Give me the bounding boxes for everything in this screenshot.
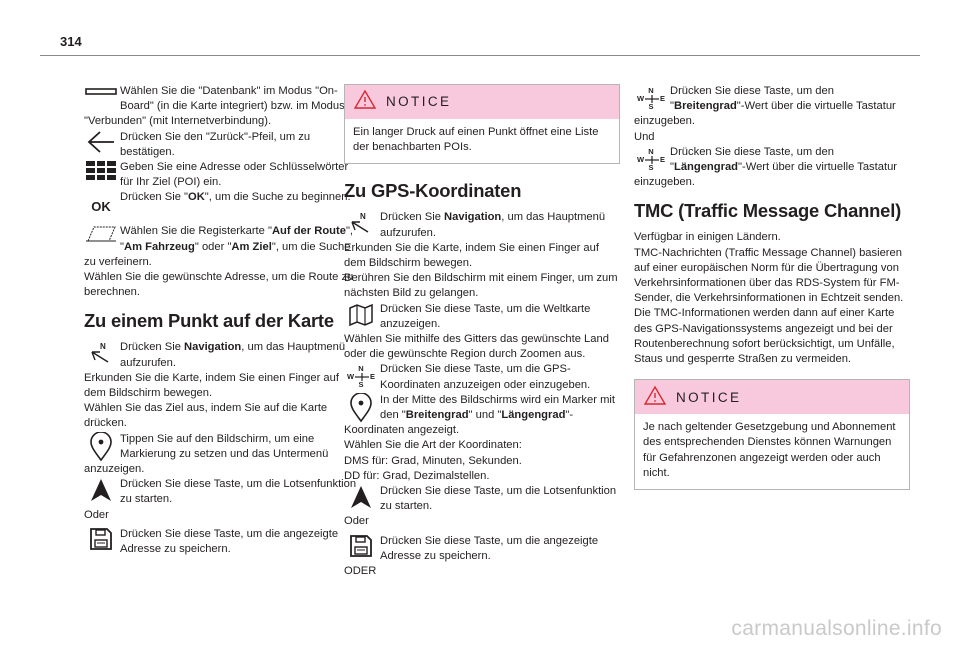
back-arrow-icon	[84, 130, 118, 160]
route-text: Wählen Sie die gewünschte Adresse, um die Route zu berechnen.	[84, 271, 354, 299]
section-heading-gps: Zu GPS-Koordinaten	[344, 180, 522, 202]
ok-step: OK Drücken Sie "OK", um die Suche zu beginnen.	[84, 190, 360, 205]
gps-nav-step: N Drücken Sie Navigation, um das Hauptmenü aufzurufen.	[344, 210, 620, 240]
keyboard-icon	[84, 160, 118, 188]
navigation-icon	[344, 210, 378, 240]
notice-title: NOTICE	[676, 389, 742, 405]
save-step: Drücken Sie diese Taste, um die angezeigte Adresse zu speichern.	[84, 527, 360, 557]
compass-latitude-icon: N W E S	[636, 86, 666, 111]
notice-box-1	[344, 84, 620, 164]
location-pin-icon	[344, 393, 378, 423]
tap-step: Tippen Sie auf den Bildschirm, um eine Markierung zu setzen und das Untermenü anzuzeigen.	[84, 432, 329, 476]
warning-triangle-icon	[354, 89, 376, 114]
select-text: Wählen Sie das Ziel aus, indem Sie auf die Karte drücken.	[84, 402, 328, 430]
notice-header	[635, 380, 909, 414]
column-3	[634, 84, 910, 498]
latitude-step: N W E S Drücken Sie diese Taste, um den "Breitengrad"-Wert über die virtuelle Tastatur einzugeben.	[634, 85, 896, 128]
avail-text: Verfügbar in einigen Ländern.	[634, 231, 781, 244]
notice-title: NOTICE	[386, 94, 452, 110]
gps-explore-text: Erkunden Sie die Karte, indem Sie einen Finger auf dem Bildschirm bewegen.	[344, 241, 599, 270]
section-heading-point: Zu einem Punkt auf der Karte	[84, 310, 334, 332]
database-bar-icon	[84, 84, 118, 100]
world-step: Drücken Sie diese Taste, um die Weltkarte anzuzeigen.	[344, 302, 620, 332]
watermark: carmanualsonline.info	[731, 617, 942, 640]
dd-text: DD für: Grad, Dezimalstellen.	[344, 469, 490, 482]
notice-text: Ein langer Druck auf einen Punkt öffnet eine Liste der benachbarten POIs.	[353, 126, 599, 154]
compass-longitude-icon: N W E S	[636, 146, 666, 172]
notice-box-2	[634, 379, 910, 490]
gps-save-step: Drücken Sie diese Taste, um die angezeigte Adresse zu speichern.	[344, 534, 620, 564]
column-1	[84, 84, 360, 557]
db-step: Wählen Sie die "Datenbank" im Modus "On-Board" (in die Karte integriert) bzw. im Modus "Verbunden" (mit Internetverbindung).	[84, 85, 345, 128]
section-heading-tmc: TMC (Traffic Message Channel)	[634, 200, 902, 222]
und-text: Und	[634, 130, 655, 143]
compass-coordinates-icon: N W E S	[346, 364, 376, 390]
svg-text:N: N	[100, 342, 106, 352]
tab-step: Wählen Sie die Registerkarte "Auf der Route", "Am Fahrzeug" oder "Am Ziel", um die Suche zu verfeinern.	[84, 225, 354, 268]
gps-guide-step: Drücken Sie diese Taste, um die Lotsenfunktion zu starten.	[344, 484, 620, 514]
world-map-icon	[344, 302, 378, 332]
poi-step: Geben Sie eine Adresse oder Schlüsselwörter für Ihr Ziel (POI) ein.	[84, 160, 360, 190]
dms-text: DMS für: Grad, Minuten, Sekunden.	[344, 454, 522, 467]
gps-touch-text: Berühren Sie den Bildschirm mit einem Finger, um zum nächsten Bild zu gelangen.	[344, 272, 618, 300]
notice-text: Je nach geltender Gesetzgebung und Abonnement des entsprechenden Dienstes können Warnungen für Gefahrenzonen angezeigt werden oder auch nicht.	[643, 421, 896, 479]
ok-icon: OK	[91, 199, 111, 215]
grid-text: Wählen Sie mithilfe des Gitters das gewünschte Land oder die gewünschte Region durch Zoomen aus.	[344, 333, 609, 361]
tmc-text-2: Die TMC-Informationen werden dann auf einer Karte des GPS-Navigationssystems angezeigt und bei der Routenberechnung sofort berücksichtigt, um Unfälle, Staus und gesperrte Straßen zu vermeiden.	[634, 307, 895, 366]
guidance-arrow-icon	[84, 477, 118, 507]
tmc-text: TMC-Nachrichten (Traffic Message Channel) basieren auf einer europäischen Norm für die Übertragung von Verkehrsinformationen über das RDS-System für FM-Sender, die Verkehrsinformationen in Echtzeit senden.	[634, 246, 904, 305]
save-disk-icon	[84, 527, 118, 557]
location-pin-icon	[84, 432, 118, 462]
navigation-icon	[84, 340, 118, 370]
route-tab-icon	[84, 224, 118, 248]
kind-text: Wählen Sie die Art der Koordinaten:	[344, 439, 522, 452]
longitude-step: N W E S Drücken Sie diese Taste, um den "Längengrad"-Wert über die virtuelle Tastatur einzugeben.	[634, 145, 898, 189]
column-2	[344, 84, 620, 579]
page-number: 314	[60, 34, 82, 49]
svg-text:N: N	[360, 212, 366, 222]
notice-header	[345, 85, 619, 119]
save-disk-icon	[344, 534, 378, 564]
back-step: Drücken Sie den "Zurück"-Pfeil, um zu bestätigen.	[84, 130, 360, 160]
oder-caps-text: ODER	[344, 565, 377, 578]
oder-text: Oder	[84, 508, 109, 521]
marker-step: In der Mitte des Bildschirms wird ein Marker mit den "Breitengrad" und "Längengrad"-Koordinaten angezeigt.	[344, 393, 615, 437]
guide-step: Drücken Sie diese Taste, um die Lotsenfunktion zu starten.	[84, 477, 360, 507]
guidance-arrow-icon	[344, 484, 378, 514]
explore-text: Erkunden Sie die Karte, indem Sie einen Finger auf dem Bildschirm bewegen.	[84, 371, 339, 400]
warning-triangle-icon	[644, 385, 666, 410]
gps-oder-text: Oder	[344, 515, 369, 528]
nav-step: N Drücken Sie Navigation, um das Hauptmenü aufzurufen.	[84, 340, 360, 370]
gps-coord-step: N W E S Drücken Sie diese Taste, um die GPS-Koordinaten anzuzeigen oder einzugeben.	[344, 362, 620, 392]
header-rule	[40, 55, 920, 56]
